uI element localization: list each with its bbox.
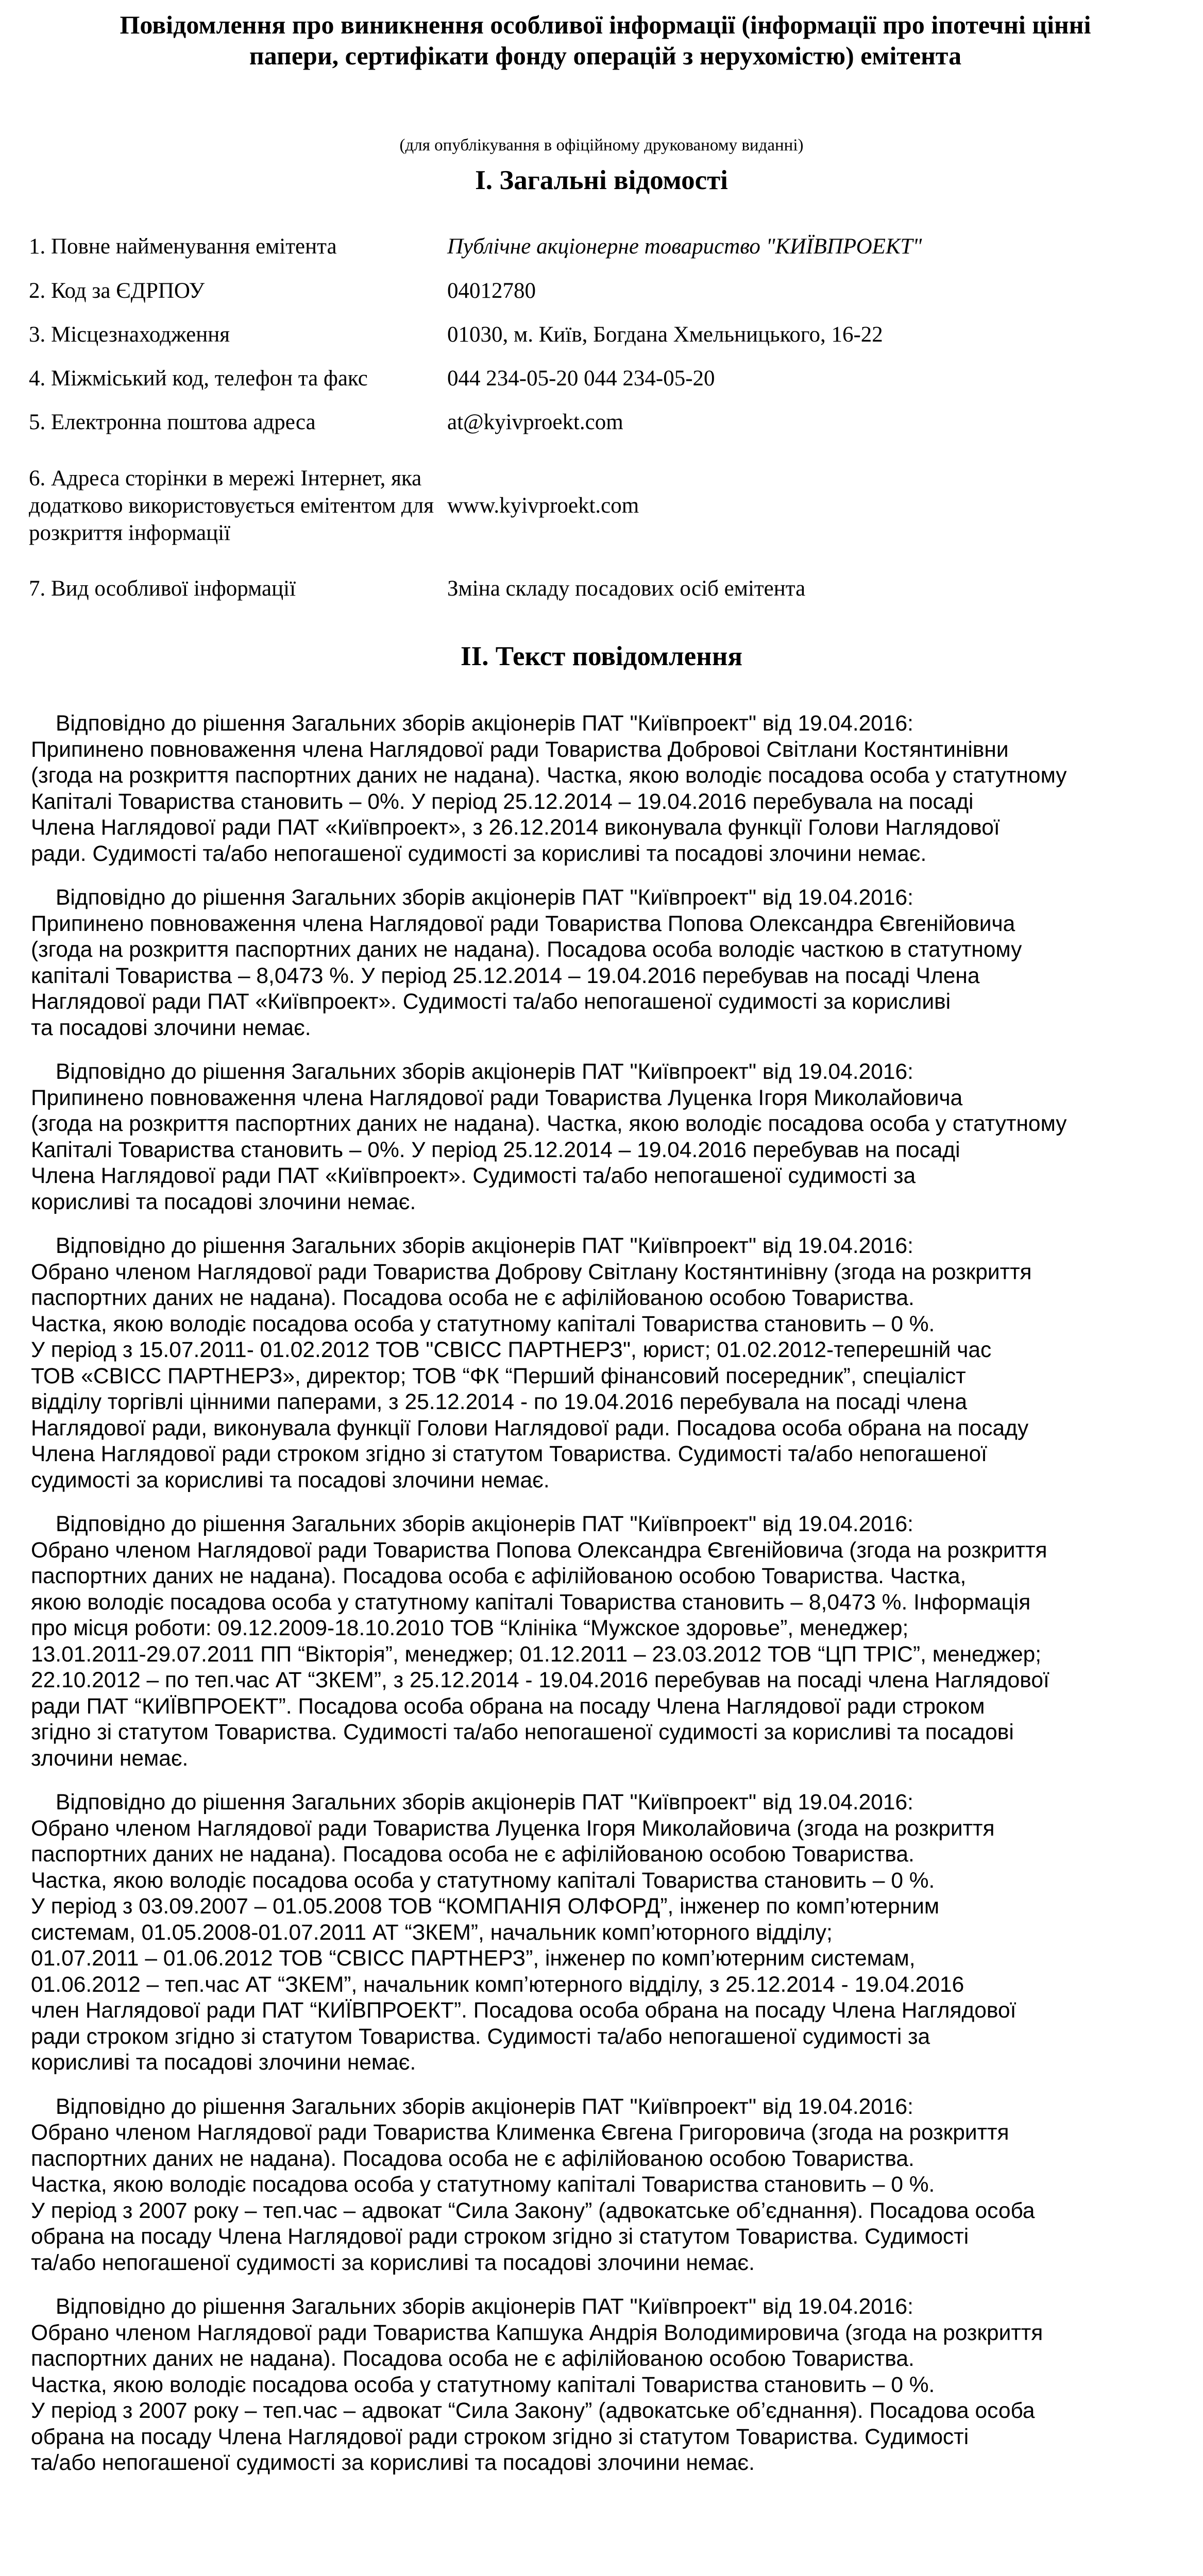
notice-line: Наглядової ради, виконувала функції Голови Наглядової ради. Посадова особа обрана на посаду [31, 1416, 1029, 1440]
section-2-heading: II. Текст повідомлення [460, 641, 743, 671]
notice-line: Відповідно до рішення Загальних зборів акціонерів ПАТ "Київпроект" від 19.04.2016: [56, 886, 913, 910]
notice-line: корисливі та посадові злочини немає. [31, 2050, 416, 2075]
notice-line: про місця роботи: 09.12.2009-18.10.2010 ТОВ “Клініка “Мужское здоровье”, менеджер; [31, 1616, 909, 1640]
notice-line: паспортних даних не надана). Посадова особа не є афілійованою особою Товариства. [31, 1286, 914, 1310]
notice-paragraph [31, 1233, 1180, 1494]
notice-line: (згода на розкриття паспортних даних не надана). Частка, якою володіє посадова особа у статутному [31, 1112, 1067, 1136]
info-label: 2. Код за ЄДРПОУ [29, 278, 205, 303]
notice-line: Частка, якою володіє посадова особа у статутному капіталі Товариства становить – 0 %. [31, 1312, 935, 1336]
notice-line: Відповідно до рішення Загальних зборів акціонерів ПАТ "Київпроект" від 19.04.2016: [56, 1060, 913, 1084]
notice-line: Наглядової ради ПАТ «Київпроект». Судимості та/або непогашеної судимості за корисливі [31, 990, 951, 1014]
info-label: 6. Адреса сторінки в мережі Інтернет, яка додатково використовується емітентом для розкриття інформації [29, 466, 434, 545]
notice-line: член Наглядової ради ПАТ “КИЇВПРОЕКТ”. Посадова особа обрана на посаду Члена Наглядової [31, 1998, 1016, 2023]
notice-line: У період з 2007 року – теп.час – адвокат “Сила Закону” (адвокатське об’єднання). Посадова особа [31, 2399, 1035, 2423]
notice-line: ради. Судимості та/або непогашеної судимості за корисливі та посадові злочини немає. [31, 841, 927, 866]
notice-line: У період з 15.07.2011- 01.02.2012 ТОВ "СВІСС ПАРТНЕРЗ", юрист; 01.02.2012-теперешній час [31, 1338, 992, 1362]
notice-paragraph [31, 1059, 1180, 1215]
info-value: 044 234-05-20 044 234-05-20 [447, 366, 715, 391]
notice-line: Обрано членом Наглядової ради Товариства Луценка Ігоря Миколайовича (згода на розкриття [31, 1816, 995, 1841]
notice-line: Припинено повноваження члена Наглядової ради Товариства Луценка Ігоря Миколайовича [31, 1086, 963, 1110]
notice-line: Відповідно до рішення Загальних зборів акціонерів ПАТ "Київпроект" від 19.04.2016: [56, 1512, 913, 1536]
notice-line: 22.10.2012 – по теп.час АТ “ЗКЕМ”, з 25.12.2014 - 19.04.2016 перебував на посаді члена Наглядової [31, 1668, 1049, 1692]
info-value: 01030, м. Київ, Богдана Хмельницького, 16-22 [447, 322, 883, 347]
info-label: 4. Міжміський код, телефон та факс [29, 366, 368, 391]
info-row-info-type [29, 567, 1173, 609]
info-row-edrpou [29, 268, 1173, 313]
notice-line: Капіталі Товариства становить – 0%. У період 25.12.2014 – 19.04.2016 перебував на посаді [31, 1138, 960, 1162]
notice-line: Відповідно до рішення Загальних зборів акціонерів ПАТ "Київпроект" від 19.04.2016: [56, 2295, 913, 2319]
info-row-location [29, 313, 1173, 356]
notice-paragraph [31, 1512, 1180, 1772]
notice-line: 13.01.2011-29.07.2011 ПП “Вікторія”, менеджер; 01.12.2011 – 23.03.2012 ТОВ “ЦП ТРІС”, менеджер; [31, 1642, 1042, 1667]
notice-line: Частка, якою володіє посадова особа у статутному капіталі Товариства становить – 0 %. [31, 2372, 935, 2397]
notice-line: та/або непогашеної судимості за корисливі та посадові злочини немає. [31, 2451, 755, 2475]
info-row-phone-fax [29, 356, 1173, 400]
notice-line: системам, 01.05.2008-01.07.2011 АТ “ЗКЕМ”, начальник комп’юторного відділу; [31, 1920, 833, 1945]
notice-line: якою володіє посадова особа у статутному капіталі Товариства становить – 8,0473 %. Інформація [31, 1590, 1031, 1615]
notice-line: Обрано членом Наглядової ради Товариства Попова Олександра Євгенійовича (згода на розкриття [31, 1538, 1047, 1563]
notice-line: паспортних даних не надана). Посадова особа не є афілійованою особою Товариства. [31, 2347, 914, 2371]
notice-line: Припинено повноваження члена Наглядової ради Товариства Добровоі Світлани Костянтинівни [31, 737, 1009, 762]
notice-line: відділу торгівлі цінними паперами, з 25.12.2014 - по 19.04.2016 перебувала на посаді члена [31, 1390, 968, 1414]
notice-line: обрана на посаду Члена Наглядової ради строком згідно зі статутом Товариства. Судимості [31, 2425, 969, 2449]
notice-line: У період з 03.09.2007 – 01.05.2008 ТОВ “КОМПАНІЯ ОЛФОРД”, інженер по комп’ютерним [31, 1894, 940, 1919]
notice-line: Капіталі Товариства становить – 0%. У період 25.12.2014 – 19.04.2016 перебувала на посаді [31, 789, 974, 814]
notice-line: (згода на розкриття паспортних даних не надана). Посадова особа володіє часткою в статутному [31, 938, 1022, 962]
notice-line: Частка, якою володіє посадова особа у статутному капіталі Товариства становить – 0 %. [31, 1868, 935, 1893]
info-row-full-name [29, 225, 1173, 268]
notice-line: капіталі Товариства – 8,0473 %. У період 25.12.2014 – 19.04.2016 перебував на посаді Члена [31, 963, 980, 988]
info-value: 04012780 [447, 278, 536, 303]
notice-line: 01.06.2012 – теп.час АТ “ЗКЕМ”, начальник комп’ютерного відділу, з 25.12.2014 - 19.04.2016 [31, 1972, 964, 1997]
notice-line: Припинено повноваження члена Наглядової ради Товариства Попова Олександра Євгенійовича [31, 911, 1015, 936]
notice-paragraph [31, 1790, 1180, 2076]
notice-text [31, 711, 1180, 2495]
notice-line: обрана на посаду Члена Наглядової ради строком згідно зі статутом Товариства. Судимості [31, 2225, 969, 2249]
notice-line: Відповідно до рішення Загальних зборів акціонерів ПАТ "Київпроект" від 19.04.2016: [56, 711, 913, 736]
notice-line: злочини немає. [31, 1746, 189, 1771]
info-value: Зміна складу посадових осіб емітента [447, 576, 806, 601]
notice-line: та посадові злочини немає. [31, 1015, 311, 1040]
notice-line: Відповідно до рішення Загальних зборів акціонерів ПАТ "Київпроект" від 19.04.2016: [56, 1790, 913, 1815]
info-value: at@kyivproekt.com [447, 410, 623, 434]
info-label: 5. Електронна поштова адреса [29, 410, 316, 434]
notice-paragraph [31, 885, 1180, 1041]
notice-line: паспортних даних не надана). Посадова особа не є афілійованою особою Товариства. [31, 2146, 914, 2171]
document-title: Повідомлення про виникнення особливої інформації (інформації про іпотечні цінні папери, сертифікати фонду операцій з нерухомістю) емітента [120, 10, 1091, 70]
notice-line: Відповідно до рішення Загальних зборів акціонерів ПАТ "Київпроект" від 19.04.2016: [56, 2094, 913, 2119]
notice-paragraph [31, 2294, 1180, 2477]
notice-line: судимості за корисливі та посадові злочини немає. [31, 1468, 550, 1493]
notice-line: згідно зі статутом Товариства. Судимості та/або непогашеної судимості за корисливі та посадові [31, 1720, 1014, 1744]
notice-line: Відповідно до рішення Загальних зборів акціонерів ПАТ "Київпроект" від 19.04.2016: [56, 1234, 913, 1258]
notice-line: паспортних даних не надана). Посадова особа не є афілійованою особою Товариства. [31, 1842, 914, 1867]
section-1-heading: I. Загальні відомості [475, 165, 728, 195]
notice-line: У період з 2007 року – теп.час – адвокат “Сила Закону” (адвокатське об’єднання). Посадова особа [31, 2198, 1035, 2223]
notice-line: ТОВ «СВІСС ПАРТНЕРЗ», директор; ТОВ “ФК “Перший фінансовий посередник”, спеціаліст [31, 1364, 966, 1388]
info-value: www.kyivproekt.com [447, 493, 639, 518]
notice-paragraph [31, 2094, 1180, 2277]
info-label: 7. Вид особливої інформації [29, 576, 296, 601]
notice-line: Частка, якою володіє посадова особа у статутному капіталі Товариства становить – 0 %. [31, 2173, 935, 2197]
info-row-website [29, 444, 1173, 567]
info-value: Публічне акціонерне товариство "КИЇВПРОЕКТ" [447, 234, 922, 259]
notice-paragraph [31, 711, 1180, 867]
notice-line: ради ПАТ “КИЇВПРОЕКТ”. Посадова особа обрана на посаду Члена Наглядової ради строком [31, 1694, 985, 1719]
notice-line: Обрано членом Наглядової ради Товариства Клименка Євгена Григоровича (згода на розкриття [31, 2121, 1009, 2145]
notice-line: ради строком згідно зі статутом Товариства. Судимості та/або непогашеної судимості за [31, 2024, 930, 2049]
notice-line: Члена Наглядової ради строком згідно зі статутом Товариства. Судимості та/або непогашеної [31, 1442, 987, 1466]
notice-line: (згода на розкриття паспортних даних не надана). Частка, якою володіє посадова особа у статутному [31, 764, 1067, 788]
notice-line: корисливі та посадові злочини немає. [31, 1190, 416, 1214]
notice-line: паспортних даних не надана). Посадова особа є афілійованою особою Товариства. Частка, [31, 1564, 967, 1588]
info-label: 1. Повне найменування емітента [29, 234, 337, 259]
notice-line: Члена Наглядової ради ПАТ «Київпроект». Судимості та/або непогашеної судимості за [31, 1164, 916, 1188]
notice-line: 01.07.2011 – 01.06.2012 ТОВ “СВІСС ПАРТНЕРЗ”, інженер по комп’ютерним системам, [31, 1946, 916, 1971]
info-label: 3. Місцезнаходження [29, 322, 230, 347]
publication-note: (для опублікування в офіційному друкованому виданні) [399, 136, 804, 155]
notice-line: Обрано членом Наглядової ради Товариства Доброву Світлану Костянтинівну (згода на розкриття [31, 1260, 1032, 1284]
general-info-table [29, 225, 1173, 609]
notice-line: Обрано членом Наглядової ради Товариства Капшука Андрія Володимировича (згода на розкриття [31, 2320, 1043, 2345]
notice-line: та/або непогашеної судимості за корисливі та посадові злочини немає. [31, 2250, 755, 2275]
notice-line: Члена Наглядової ради ПАТ «Київпроект», з 26.12.2014 виконувала функції Голови Наглядової [31, 816, 1000, 840]
info-row-email [29, 400, 1173, 444]
